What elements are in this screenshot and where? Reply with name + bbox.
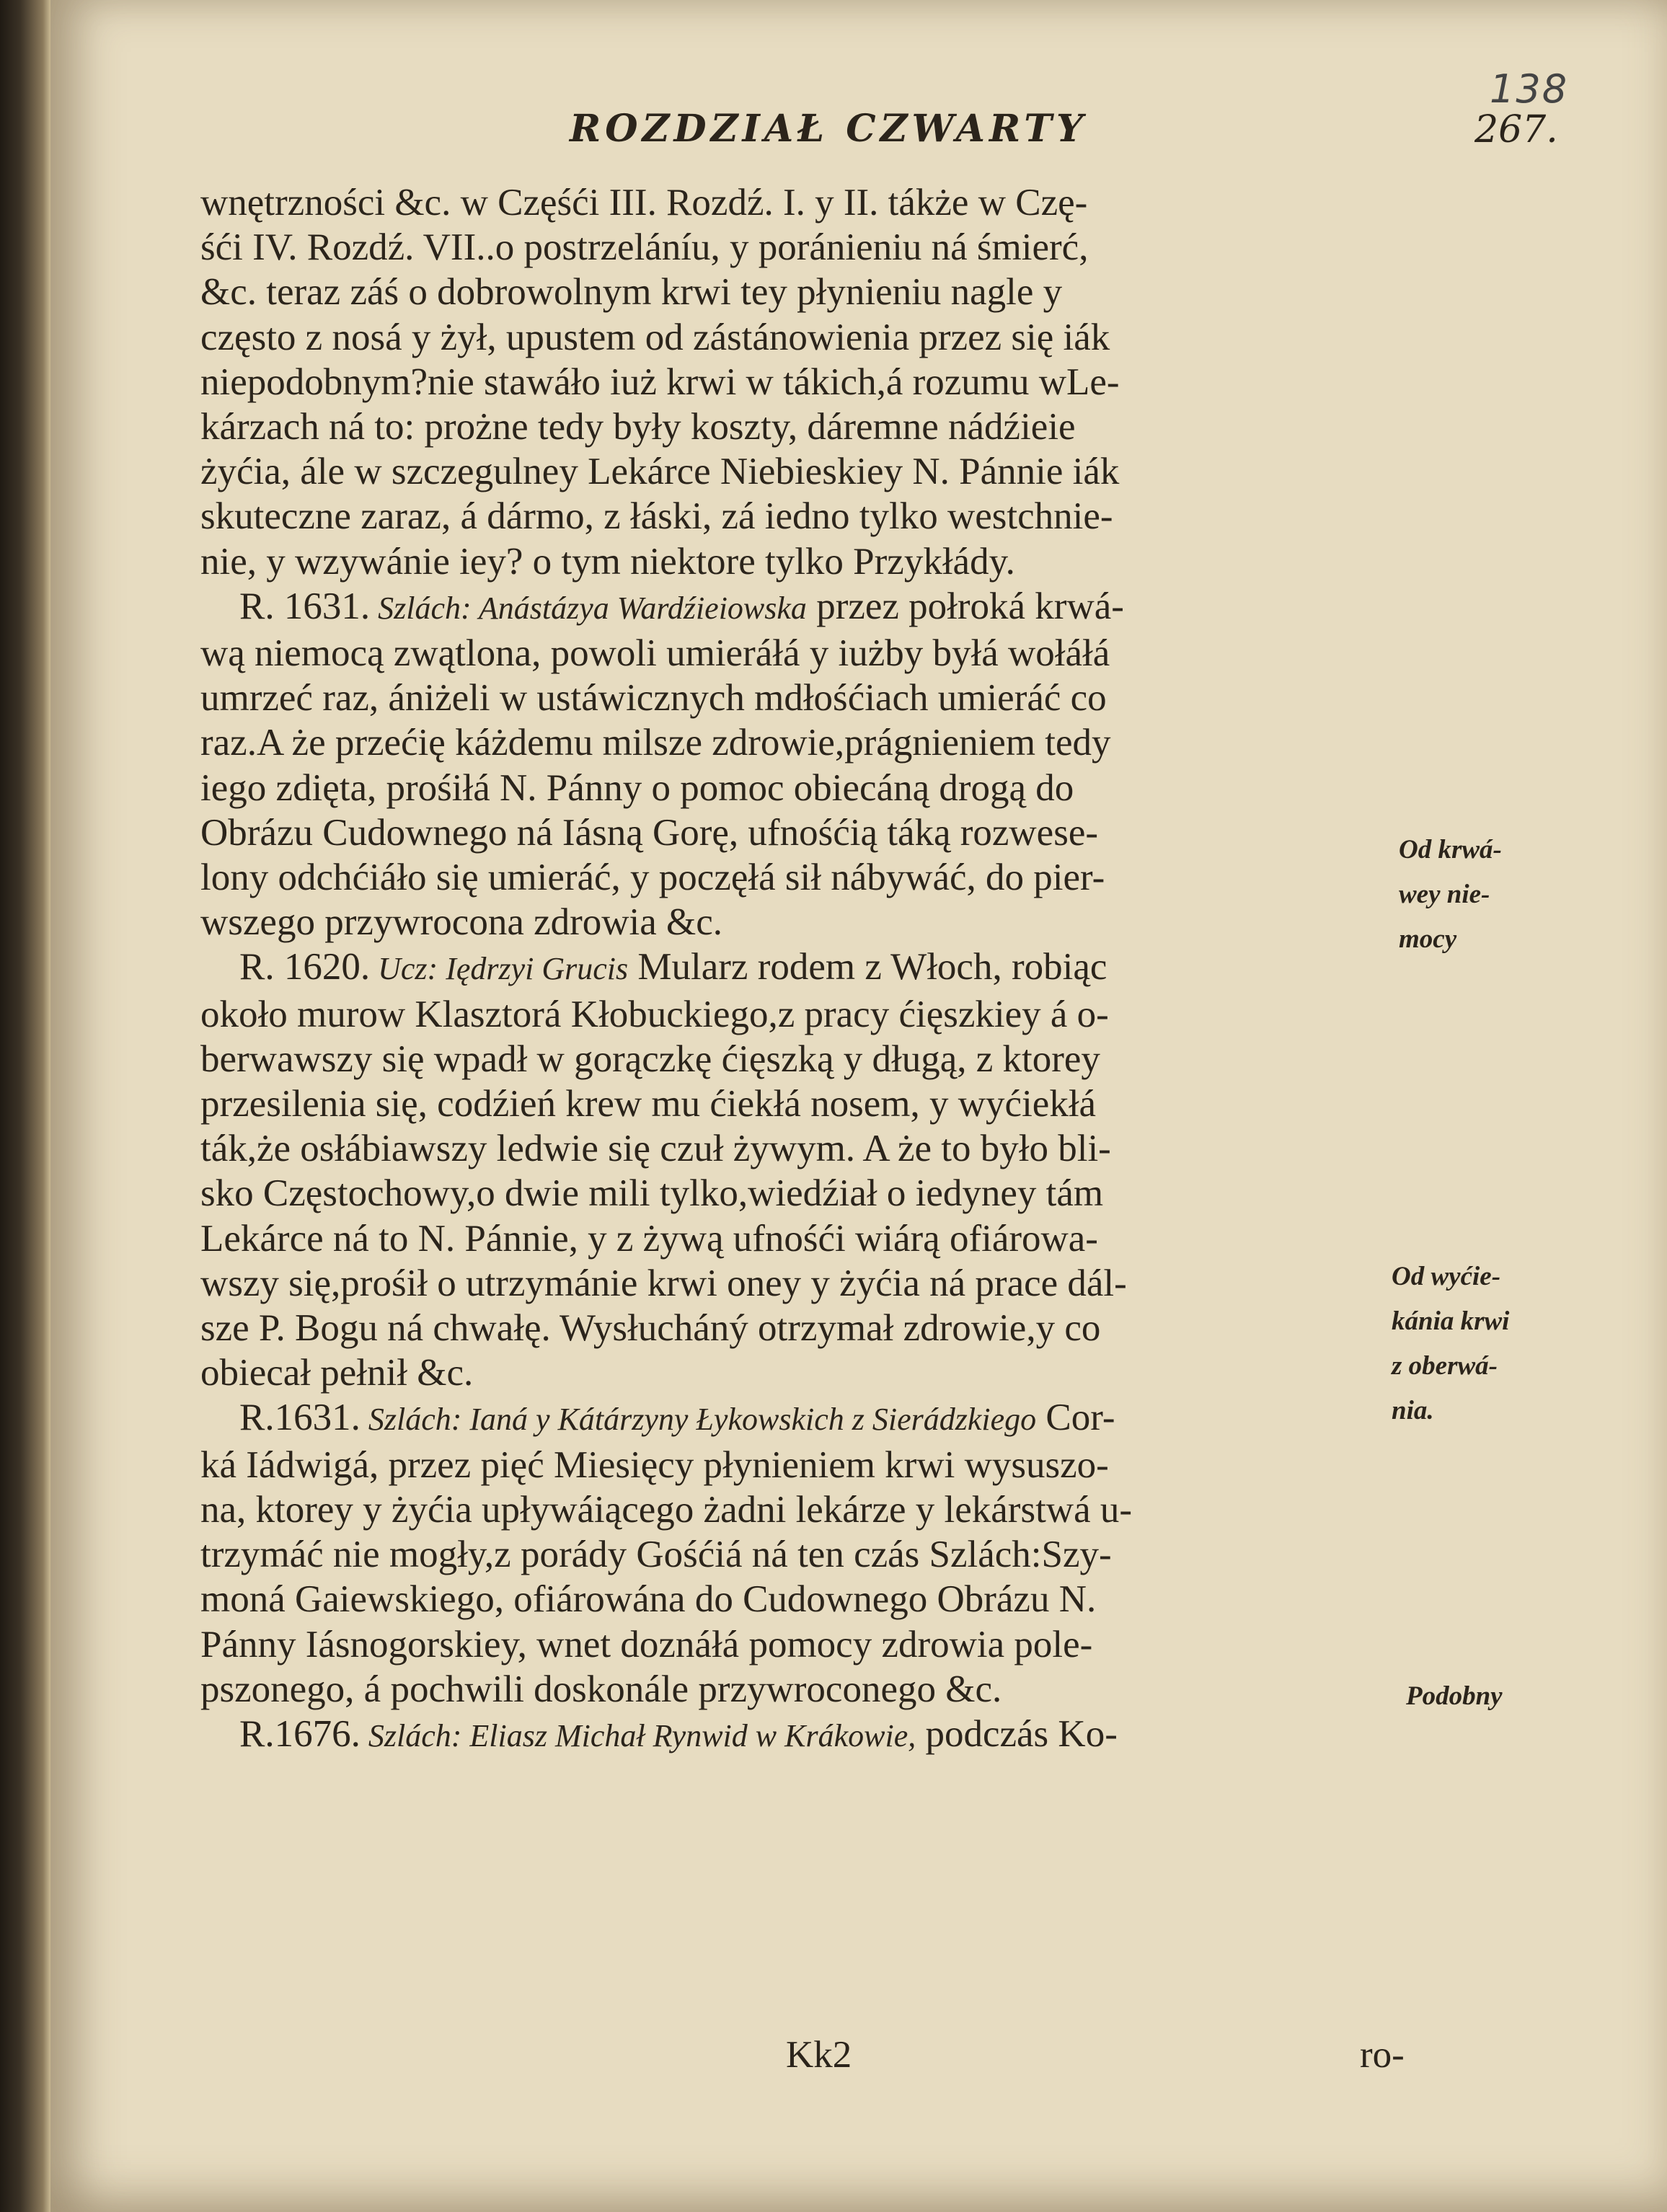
text-line: ták,że osłábiawszy ledwie się czuł żywym. A że to było bli-	[200, 1128, 1111, 1170]
margin-note-line: Od krwá-	[1399, 835, 1502, 864]
text-line: iego zdięta, prośiłá N. Pánny o pomoc obiecáną drogą do	[200, 766, 1074, 809]
body-text	[200, 180, 1426, 1758]
text-line: często z nosá y żył, upustem od zástánowienia przez się iák	[200, 316, 1110, 358]
text-line: lony odchćiáło się umieráć, y poczęłá sił nábywáć, do pier-	[200, 857, 1105, 899]
text-line: niepodobnym?nie stawáło iuż krwi w tákich,á rozumu wLe-	[200, 360, 1120, 403]
text-line: moná Gaiewskiego, ofiárowána do Cudownego Obrázu N.	[200, 1578, 1097, 1621]
running-head: ROZDZIAŁ CZWARTY	[570, 107, 1088, 151]
book-spine-edge	[0, 0, 50, 2212]
signature-mark: Kk2	[786, 2034, 852, 2076]
book-page	[50, 0, 1667, 2212]
text-line: nie, y wzywánie iey? o tym niektore tylko Przykłády.	[200, 540, 1015, 583]
page-number: 267.	[1474, 108, 1558, 151]
text-line: żyćia, ále w szczegulney Lekárce Niebieskiey N. Pánnie iák	[200, 451, 1120, 493]
text-line: R.1631. Szlách: Ianá y Kátárzyny Łykowskich z Sierádzkiego Cor-	[239, 1397, 1115, 1439]
text-line: Pánny Iásnogorskiey, wnet doznáłá pomocy zdrowia pole-	[200, 1623, 1093, 1665]
margin-note-line: nia.	[1392, 1396, 1434, 1425]
text-line: na, ktorey y żyćia upływáiącego żadni lekárze y lekárstwá u-	[200, 1488, 1133, 1531]
text-line: przesilenia się, codźień krew mu ćiekłá nosem, y wyćiekłá	[200, 1083, 1097, 1125]
text-line: berwawszy się wpadł w gorączkę ćięszką y długą, z ktorey	[200, 1038, 1100, 1080]
margin-note-3	[1406, 1674, 1503, 1719]
text-line: skuteczne zaraz, á dármo, z łáski, zá iedno tylko westchnie-	[200, 495, 1113, 538]
text-line: raz.A że przećię káżdemu milsze zdrowie,prágnieniem tedy	[200, 722, 1111, 764]
margin-note-2	[1392, 1255, 1509, 1433]
text-line: Obrázu Cudownego ná Iásną Gorę, ufnośćią táką rozwese-	[200, 811, 1099, 854]
text-line: pszonego, á pochwili doskonále przywroconego &c.	[200, 1668, 1002, 1710]
catchword: ro-	[1360, 2034, 1405, 2076]
text-line: &c. teraz záś o dobrowolnym krwi tey płynieniu nagle y	[200, 271, 1063, 314]
margin-note-line: z oberwá-	[1392, 1351, 1498, 1381]
margin-note-line: kánia krwi	[1392, 1306, 1510, 1336]
margin-note-line: Podobny	[1406, 1681, 1503, 1711]
text-line: wnętrzności &c. w Częśći III. Rozdź. I. y II. tákże w Czę-	[200, 182, 1088, 224]
margin-note-1	[1399, 828, 1502, 962]
text-line: wszego przywrocona zdrowia &c.	[200, 901, 723, 944]
text-line: R. 1631. Szlách: Anástázya Wardźieiowska przez połroká krwá-	[239, 585, 1124, 627]
margin-note-line: wey nie-	[1399, 880, 1490, 909]
text-line: R. 1620. Ucz: Iędrzyi Grucis Mularz rodem z Włoch, robiąc	[239, 946, 1107, 988]
text-line: sko Częstochowy,o dwie mili tylko,wiedźiał o iedyney tám	[200, 1172, 1104, 1215]
text-line: Lekárce ná to N. Pánnie, y z żywą ufnośći wiárą ofiárowa-	[200, 1217, 1098, 1260]
margin-note-line: Od wyćie-	[1392, 1262, 1501, 1291]
pencil-folio-number: 138	[1490, 66, 1569, 112]
text-line: sze P. Bogu ná chwałę. Wysłucháný otrzymał zdrowie,y co	[200, 1307, 1101, 1350]
text-line: śći IV. Rozdź. VII..o postrzeláníu, y poránieniu ná śmierć,	[200, 226, 1089, 269]
text-line: ká Iádwigá, przez pięć Miesięcy płynieniem krwi wysuszo-	[200, 1443, 1109, 1486]
margin-note-line: mocy	[1399, 924, 1457, 954]
text-line: R.1676. Szlách: Eliasz Michał Rynwid w Krákowie, podczás Ko-	[239, 1712, 1118, 1755]
text-line: kárzach ná to: prożne tedy były koszty, dáremne nádźieie	[200, 406, 1076, 448]
text-line: wszy się,prośił o utrzymánie krwi oney y żyćia ná prace dál-	[200, 1262, 1127, 1304]
text-line: umrzeć raz, ániżeli w ustáwicznych mdłośćiach umieráć co	[200, 677, 1107, 720]
text-line: obiecał pełnił &c.	[200, 1352, 474, 1394]
text-line: wą niemocą zwątlona, powoli umieráłá y iużby byłá wołáłá	[200, 632, 1110, 675]
text-line: trzymáć nie mogły,z porády Gośćiá ná ten czás Szlách:Szy-	[200, 1534, 1112, 1576]
text-line: około murow Klasztorá Kłobuckiego,z pracy ćięszkiey á o-	[200, 993, 1109, 1035]
